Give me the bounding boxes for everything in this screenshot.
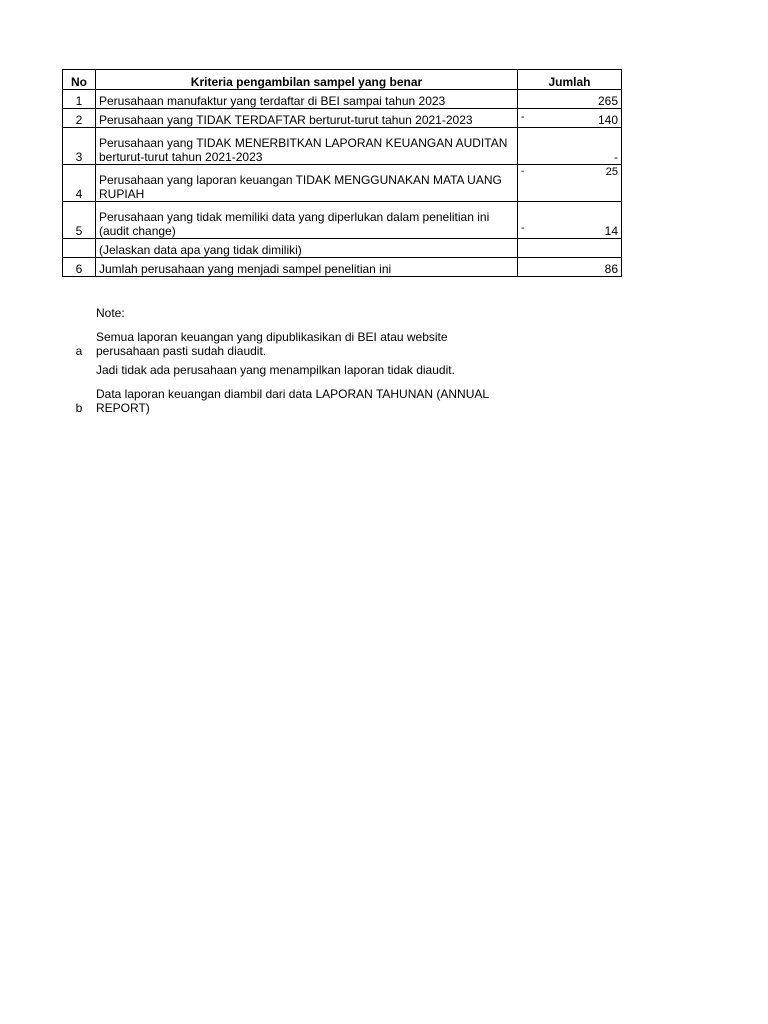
note-item — [62, 363, 532, 377]
note-mark: b — [75, 401, 83, 415]
row-no: 6 — [63, 258, 96, 277]
notes-title-row — [62, 306, 532, 320]
row-value: - — [614, 150, 618, 164]
row-no: 3 — [63, 128, 96, 165]
table-row — [63, 258, 622, 277]
row-jumlah — [518, 202, 622, 239]
row-jumlah — [518, 239, 622, 258]
row-criteria: Perusahaan manufaktur yang terdaftar di BEI sampai tahun 2023 — [96, 90, 518, 109]
table-header-row — [63, 70, 622, 90]
row-no: 4 — [63, 165, 96, 202]
table-row — [63, 202, 622, 239]
row-jumlah — [518, 109, 622, 128]
note-text: Semua laporan keuangan yang dipublikasikan di BEI atau website perusahaan pasti sudah diaudit. — [96, 330, 448, 358]
row-value: 86 — [604, 262, 618, 276]
row-no: 1 — [63, 90, 96, 109]
note-mark: a — [75, 344, 83, 358]
row-prefix: - — [521, 111, 525, 123]
notes-section — [62, 306, 532, 415]
note-item — [62, 387, 532, 415]
row-jumlah — [518, 165, 622, 202]
row-criteria: Perusahaan yang laporan keuangan TIDAK MENGGUNAKAN MATA UANG RUPIAH — [96, 165, 518, 202]
table-row — [63, 165, 622, 202]
row-prefix: - — [521, 166, 525, 177]
row-value: 14 — [604, 224, 618, 238]
row-jumlah — [518, 90, 622, 109]
header-jumlah: Jumlah — [518, 70, 622, 90]
table-row — [63, 128, 622, 165]
table-row — [63, 109, 622, 128]
header-criteria: Kriteria pengambilan sampel yang benar — [96, 70, 518, 90]
table-row — [63, 90, 622, 109]
sample-criteria-table — [62, 69, 622, 277]
row-no — [63, 239, 96, 258]
row-no: 5 — [63, 202, 96, 239]
row-no: 2 — [63, 109, 96, 128]
row-value: 25 — [605, 166, 618, 178]
row-value: 140 — [597, 113, 618, 127]
notes-title: Note: — [96, 306, 125, 320]
row-jumlah — [518, 258, 622, 277]
row-criteria: (Jelaskan data apa yang tidak dimiliki) — [96, 239, 518, 258]
row-criteria: Perusahaan yang TIDAK TERDAFTAR berturut-turut tahun 2021-2023 — [96, 109, 518, 128]
row-prefix: - — [521, 222, 525, 234]
note-text: Jadi tidak ada perusahaan yang menampilkan laporan tidak diaudit. — [96, 363, 455, 377]
note-item — [62, 330, 532, 358]
table-row — [63, 239, 622, 258]
row-jumlah — [518, 128, 622, 165]
row-criteria: Perusahaan yang TIDAK MENERBITKAN LAPORAN KEUANGAN AUDITAN berturut-turut tahun 2021-2023 — [96, 128, 518, 165]
note-text: Data laporan keuangan diambil dari data LAPORAN TAHUNAN (ANNUAL REPORT) — [96, 387, 489, 415]
row-criteria: Perusahaan yang tidak memiliki data yang diperlukan dalam penelitian ini (audit change) — [96, 202, 518, 239]
header-no: No — [63, 70, 96, 90]
row-value: 265 — [597, 94, 618, 108]
row-criteria: Jumlah perusahaan yang menjadi sampel penelitian ini — [96, 258, 518, 277]
